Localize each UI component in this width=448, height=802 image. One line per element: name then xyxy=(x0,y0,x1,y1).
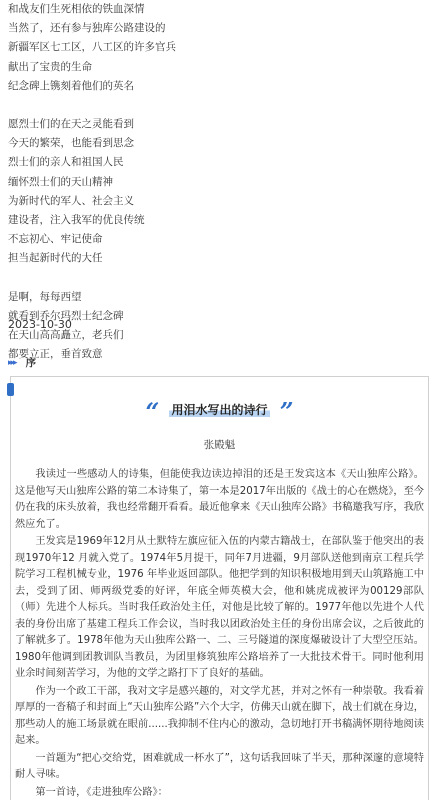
poem-line: 烈士们的亲人和祖国人民 xyxy=(8,156,124,169)
preface-paragraph: 我读过一些感动人的诗集，但能使我边读边掉泪的还是王发宾这本《天山独库公路》。这是他写天山独库公路的第二本诗集了，第一本是2017年出版的《战士的心在燃烧》，至今仍在我的床头放着，我也经常翻开看看。最近他拿来《天山独库公路》书稿邀我写序，我欣然应允了。 xyxy=(15,469,424,530)
close-quote-icon: ” xyxy=(279,397,294,426)
poem-line: 当然了，还有参与独库公路建设的 xyxy=(8,22,166,35)
poem-line: 和战友们生死相依的铁血深情 xyxy=(8,3,145,15)
open-quote-icon: “ xyxy=(145,397,160,426)
poem-line: 为新时代的军人、社会主义 xyxy=(8,194,134,207)
preface-title-text: 用泪水写出的诗行 xyxy=(171,403,268,417)
poem-stanza-1 xyxy=(8,0,438,96)
post-date: 2023-10-30 xyxy=(8,318,72,331)
preface-title xyxy=(11,397,428,426)
poem-line: 缅怀烈士们的天山精神 xyxy=(8,175,113,188)
card-marker-icon xyxy=(7,383,14,396)
poem-line: 纪念碑上镌刻着他们的英名 xyxy=(8,79,134,92)
poem-line: 都要立正，垂首致意 xyxy=(8,348,103,361)
poem-line: 建设者，注入我军的优良传统 xyxy=(8,214,145,227)
poem-line: 愿烈士们的在天之灵能看到 xyxy=(8,118,134,131)
poem-line: 就看到乔尔玛烈士纪念碑 xyxy=(8,309,124,322)
preface-paragraph: 第一首诗，《走进独库公路》： xyxy=(35,786,168,798)
poem-line: 今天的繁荣，也能看到思念 xyxy=(8,137,134,150)
preface-paragraph: 王发宾是1969年12月从土默特左旗应征入伍的内蒙古籍战士，在部队鉴于他突出的表现1970年12 月就入党了。1974年5月提干，同年7月进疆，9月部队送他到南京工程兵学院学习工程机械专业，1976 年毕业返回部队。他把学到的知识积极地用到天山筑路施工中去，受到了团、师两级党委的好评，年底全师英模大会，他和姚虎成被评为00129部队（师）先进个人标兵。当时我任政治处主任，对他是比较了解的。1977年他以先进个人代表的身份出席了基建工程兵工作会议，当时我以团政治处主任的身份出席会议，之后彼此的了解就多了。1978年他为天山独库公路一、二、三号隧道的深度爆破设计了大型空压站。1980年他调到团教训队当教员，为团里修筑独库公路培养了一大批技术骨干。同时他利用业余时间刻苦学习，为他的文学之路打下了良好的基础。 xyxy=(15,536,424,679)
poem-stanza-3 xyxy=(8,288,438,365)
section-heading xyxy=(8,355,36,370)
preface-paragraph: 一首题为“把心交给党，困难就成一杯水了”，这句话我回味了半天，那种深邃的意境特耐人寻味。 xyxy=(15,752,424,780)
preface-author: 张殿魁 xyxy=(203,439,236,451)
preface-paragraph: 作为一个政工干部，我对文字是感兴趣的，对文学尤甚，并对之怀有一种崇敬。我看着厚厚的一沓稿子和封面上“天山独库公路”六个大字，仿佛天山就在脚下，战士们就在身边，那些动人的施工场景就在眼前......我抑制不住内心的激动，急切地打开书稿满怀期待地阅读起来。 xyxy=(15,685,424,746)
section-title: 序 xyxy=(25,357,37,369)
poem-stanza-2 xyxy=(8,115,438,269)
poem-line: 是啊，每每西望 xyxy=(8,290,82,303)
poem-line: 新疆军区七工区，八工区的许多官兵 xyxy=(8,41,176,54)
poem-line: 担当起新时代的大任 xyxy=(8,252,103,265)
preface-card xyxy=(10,376,429,800)
poem-line: 在天山高高矗立，老兵们 xyxy=(8,329,124,342)
triple-arrow-icon: ▸▸▸ xyxy=(8,357,16,368)
preface-body xyxy=(15,467,424,802)
poem-line: 献出了宝贵的生命 xyxy=(8,60,92,73)
poem-line: 不忘初心、牢记使命 xyxy=(8,233,103,246)
poem-text xyxy=(8,0,438,383)
